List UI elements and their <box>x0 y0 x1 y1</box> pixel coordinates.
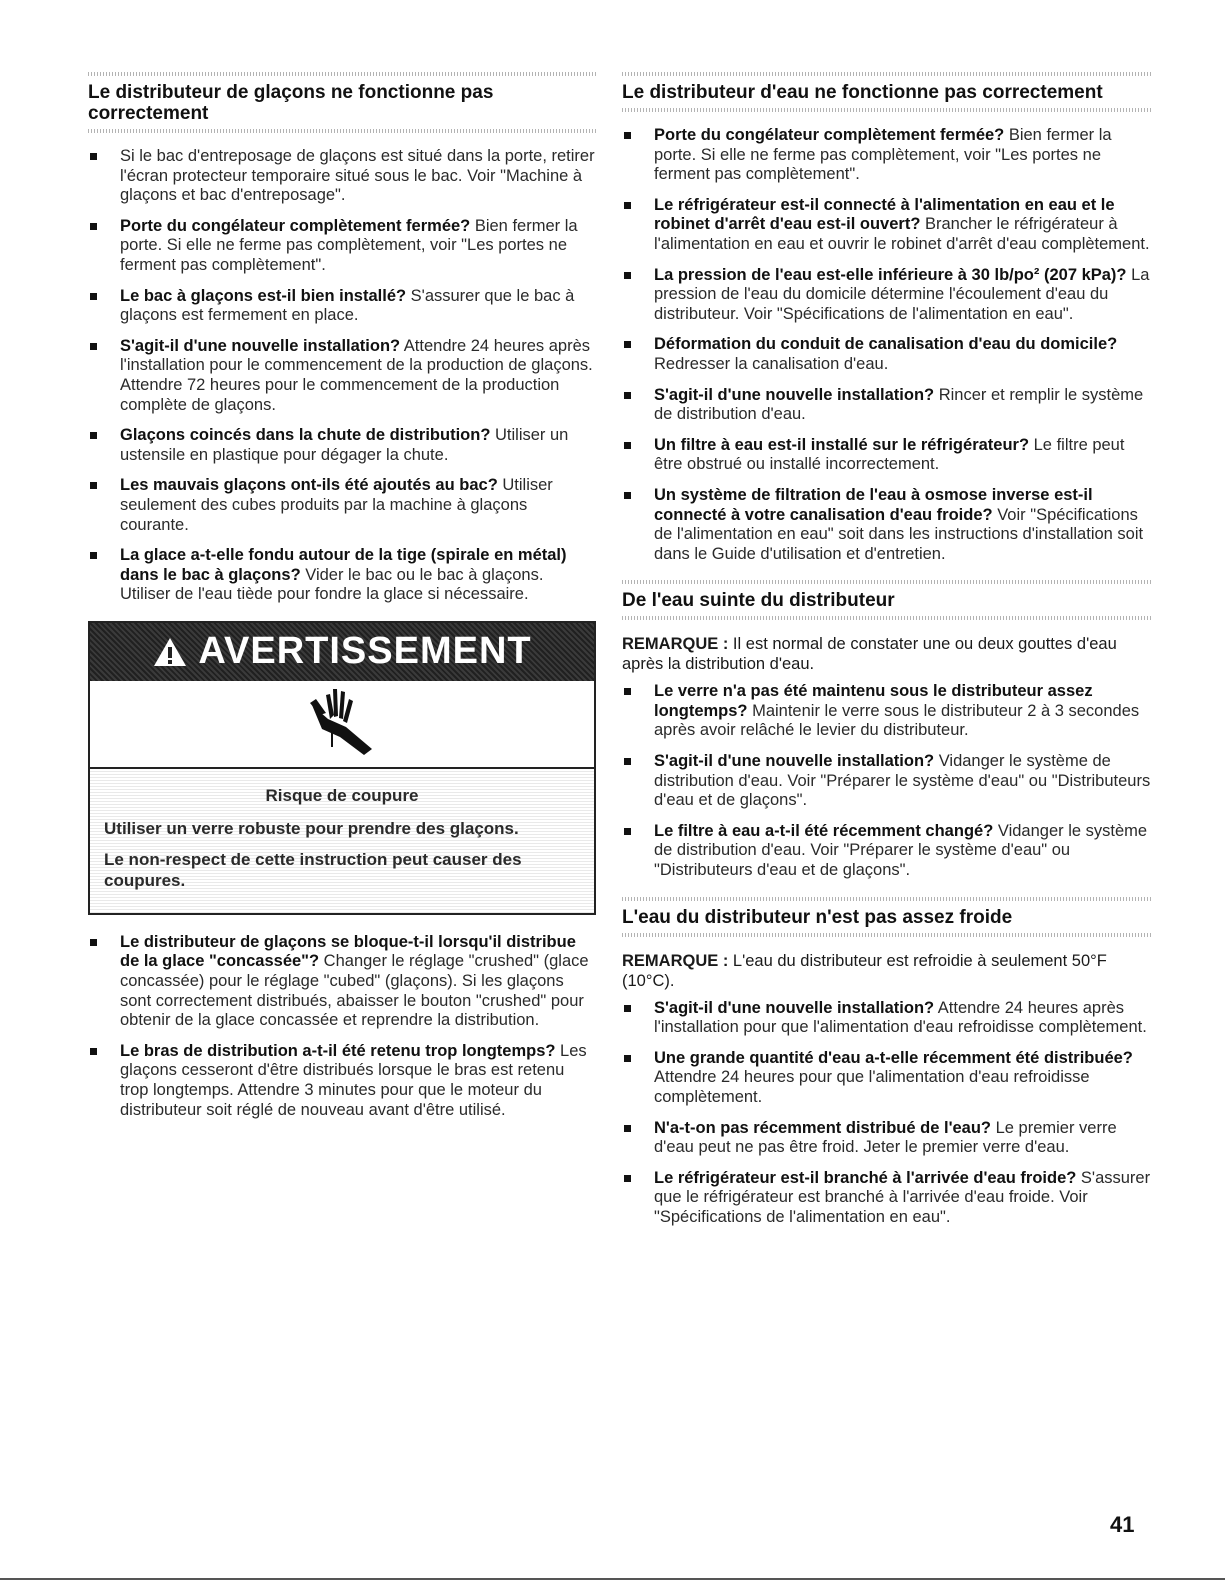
ice-dispenser-list-continued <box>88 933 596 1120</box>
list-item: Le bac à glaçons est-il bien installé? S'assurer que le bac à glaçons est fermement en place. <box>88 287 596 326</box>
water-not-cold-list <box>622 999 1152 1228</box>
section-title-water-dispenser: Le distributeur d'eau ne fonctionne pas correctement <box>622 82 1103 103</box>
section-title-ice-dispenser: Le distributeur de glaçons ne fonctionne pas correctement <box>88 82 494 124</box>
list-item: La glace a-t-elle fondu autour de la tige (spirale en métal) dans le bac à glaçons? Vider le bac ou le bac à glaçons. Utiliser de l'eau tiède pour fondre la glace si nécessaire. <box>88 546 596 605</box>
section-header <box>622 580 1152 620</box>
list-item: S'agit-il d'une nouvelle installation? Rincer et remplir le système de distribution d'eau. <box>622 386 1152 425</box>
water-leak-list <box>622 682 1152 880</box>
divider <box>622 616 1152 620</box>
list-item: S'agit-il d'une nouvelle installation? Attendre 24 heures après l'installation pour que l'alimentation d'eau refroidisse complètement. <box>622 999 1152 1038</box>
note <box>622 634 1152 674</box>
list-item: Glaçons coincés dans la chute de distribution? Utiliser un ustensile en plastique pour dégager la chute. <box>88 426 596 465</box>
note <box>622 951 1152 991</box>
divider <box>88 72 596 76</box>
list-item: Une grande quantité d'eau a-t-elle récemment été distribuée? Attendre 24 heures pour que l'alimentation d'eau refroidisse complètement. <box>622 1049 1152 1108</box>
warning-banner <box>90 623 594 681</box>
list-item: Si le bac d'entreposage de glaçons est situé dans la porte, retirer l'écran protecteur temporaire situé sous le bac. Voir "Machine à glaçons et bac d'entreposage". <box>88 147 596 206</box>
warning-consequence: Le non-respect de cette instruction peut causer des coupures. <box>104 849 522 890</box>
right-column <box>622 72 1152 1244</box>
warning-banner-text: AVERTISSEMENT <box>198 630 532 673</box>
note-text: Il est normal de constater une ou deux gouttes d'eau après la distribution d'eau. <box>622 635 1117 674</box>
left-column <box>88 72 596 1136</box>
warning-triangle-icon <box>152 636 188 668</box>
divider <box>622 580 1152 584</box>
list-item: N'a-t-on pas récemment distribué de l'eau? Le premier verre d'eau peut ne pas être froid. Jeter le premier verre d'eau. <box>622 1119 1152 1158</box>
section-header <box>622 897 1152 937</box>
list-item: Porte du congélateur complètement fermée? Bien fermer la porte. Si elle ne ferme pas complètement, voir "Les portes ne ferment pas complètement". <box>622 126 1152 185</box>
list-item: S'agit-il d'une nouvelle installation? Attendre 24 heures après l'installation pour le commencement de la production de glaçons. Attendre 72 heures pour le commencement de la production complète de glaçons. <box>88 337 596 415</box>
note-label: REMARQUE : <box>622 951 729 970</box>
section-title-water-not-cold: L'eau du distributeur n'est pas assez froide <box>622 906 1013 928</box>
water-dispenser-list <box>622 126 1152 564</box>
divider <box>622 108 1152 112</box>
section-header <box>622 72 1152 112</box>
ice-dispenser-list <box>88 147 596 605</box>
note-text: L'eau du distributeur est refroidie à seulement 50°F (10°C). <box>622 951 1107 990</box>
page-bottom-rule <box>0 1578 1225 1580</box>
list-item: Le bras de distribution a-t-il été retenu trop longtemps? Les glaçons cesseront d'être distribués lorsque le bras est retenu trop longtemps. Attendre 3 minutes pour que le moteur du distributeur soit réglé de nouveau avant d'être utilisé. <box>88 1042 596 1120</box>
page-number: 41 <box>1110 1512 1135 1537</box>
list-item: Les mauvais glaçons ont-ils été ajoutés au bac? Utiliser seulement des cubes produits par la machine à glaçons courante. <box>88 476 596 535</box>
warning-pictogram-area <box>90 681 594 769</box>
list-item: Porte du congélateur complètement fermée? Bien fermer la porte. Si elle ne ferme pas complètement, voir "Les portes ne ferment pas complètement". <box>88 217 596 276</box>
divider <box>88 129 596 133</box>
warning-instruction: Utiliser un verre robuste pour prendre des glaçons. <box>104 818 519 838</box>
hand-cut-icon <box>302 683 382 764</box>
list-item: Le distributeur de glaçons se bloque-t-il lorsqu'il distribue de la glace "concassée"? Changer le réglage "crushed" (glace concassée) pour le réglage "cubed" (glaçons). Si les glaçons sont correctement distribués, abaisser le bouton "crushed" pour obtenir de la glace concassée et reprendre la distribution. <box>88 933 596 1031</box>
list-item: Déformation du conduit de canalisation d'eau du domicile? Redresser la canalisation d'eau. <box>622 335 1152 374</box>
warning-title: Risque de coupure <box>265 785 419 805</box>
list-item: La pression de l'eau est-elle inférieure à 30 lb/po² (207 kPa)? La pression de l'eau du domicile détermine l'écoulement d'eau du distributeur. Voir "Spécifications de l'alimentation en eau". <box>622 266 1152 325</box>
list-item: Le réfrigérateur est-il connecté à l'alimentation en eau et le robinet d'arrêt d'eau est-il ouvert? Brancher le réfrigérateur à l'alimentation en eau et ouvrir le robinet d'arrêt d'eau complètement. <box>622 196 1152 255</box>
list-item: Un système de filtration de l'eau à osmose inverse est-il connecté à votre canalisation d'eau froide? Voir "Spécifications de l'alimentation en eau" soit dans les instructions d'installation soit dans le Guide d'utilisation et d'entretien. <box>622 486 1152 564</box>
section-title-water-leak: De l'eau suinte du distributeur <box>622 590 895 612</box>
divider <box>622 897 1152 901</box>
list-item: Le verre n'a pas été maintenu sous le distributeur assez longtemps? Maintenir le verre sous le distributeur 2 à 3 secondes après avoir relâché le levier du distributeur. <box>622 682 1152 741</box>
list-item: S'agit-il d'une nouvelle installation? Vidanger le système de distribution d'eau. Voir "Préparer le système d'eau" ou "Distributeurs d'eau et de glaçons". <box>622 752 1152 811</box>
section-header <box>88 72 596 133</box>
warning-message <box>90 769 594 913</box>
list-item: Le réfrigérateur est-il branché à l'arrivée d'eau froide? S'assurer que le réfrigérateur est branché à l'arrivée d'eau froide. Voir "Spécifications de l'alimentation en eau". <box>622 1169 1152 1228</box>
note-label: REMARQUE : <box>622 635 729 654</box>
divider <box>622 72 1152 76</box>
warning-box <box>88 621 596 915</box>
list-item: Le filtre à eau a-t-il été récemment changé? Vidanger le système de distribution d'eau. Voir "Préparer le système d'eau" ou "Distributeurs d'eau et de glaçons". <box>622 822 1152 881</box>
divider <box>622 933 1152 937</box>
list-item: Un filtre à eau est-il installé sur le réfrigérateur? Le filtre peut être obstrué ou installé incorrectement. <box>622 436 1152 475</box>
